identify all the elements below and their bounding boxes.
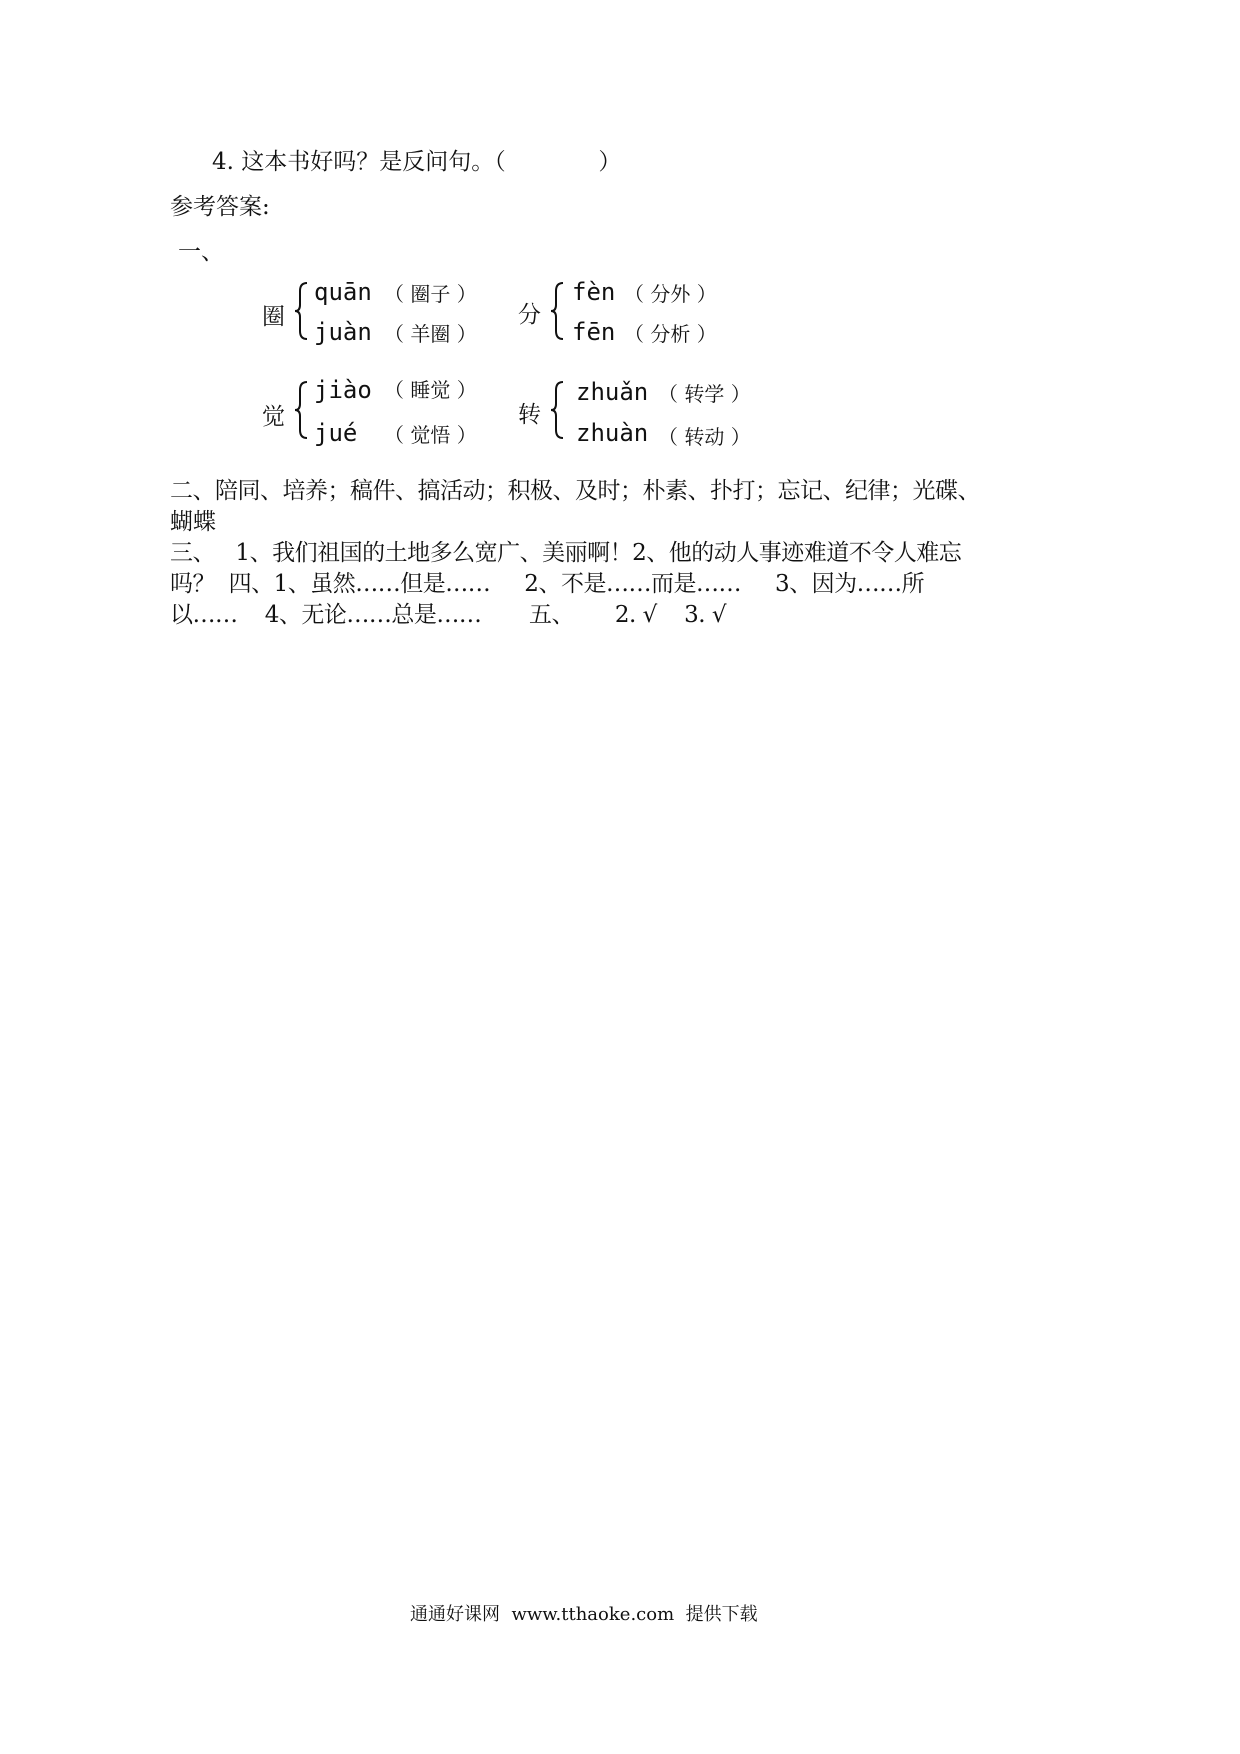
answers-title: 参考答案:	[170, 194, 270, 220]
example-word: （ 羊圈 ）	[384, 322, 477, 346]
section-1-label: 一、	[178, 239, 224, 265]
brace-icon	[550, 380, 566, 440]
section-5-line: 以…… 4、无论……总是…… 五、 2. √ 3. √	[170, 602, 726, 628]
example-word: （ 分析 ）	[624, 322, 717, 346]
group-char: 圈	[262, 304, 285, 330]
pinyin: zhuǎn	[576, 378, 649, 406]
brace-icon	[294, 281, 310, 341]
pinyin: fèn	[572, 278, 616, 306]
question-4-text: 4. 这本书好吗？是反问句。（	[212, 149, 506, 175]
example-word: （ 分外 ）	[624, 282, 717, 306]
pinyin: jué	[314, 419, 358, 447]
example-word: （ 转动 ）	[658, 425, 751, 449]
section-3-line: 三、 1、我们祖国的土地多么宽广、美丽啊！2、他的动人事迹难道不令人难忘	[170, 540, 962, 566]
group-char: 转	[518, 402, 541, 428]
question-4	[212, 143, 621, 176]
pinyin: fēn	[572, 318, 616, 346]
example-word: （ 觉悟 ）	[384, 423, 477, 447]
brace-icon	[550, 281, 566, 341]
pinyin: jiào	[314, 376, 372, 404]
pinyin: quān	[314, 278, 372, 306]
pinyin: juàn	[314, 318, 372, 346]
pinyin: zhuàn	[576, 419, 649, 447]
brace-icon	[294, 380, 310, 440]
example-word: （ 睡觉 ）	[384, 378, 477, 402]
example-word: （ 圈子 ）	[384, 282, 477, 306]
group-char: 觉	[262, 404, 285, 430]
section-4-line: 吗？ 四、1、虽然……但是…… 2、不是……而是…… 3、因为……所	[170, 571, 925, 597]
section-2-line: 蝴蝶	[170, 509, 216, 535]
page-footer: 通通好课网 www.tthaoke.com 提供下载	[410, 1604, 758, 1625]
section-2-line: 二、陪同、培养；稿件、搞活动；积极、及时；朴素、扑打；忘记、纪律；光碟、	[170, 478, 980, 504]
group-char: 分	[518, 302, 541, 328]
example-word: （ 转学 ）	[658, 382, 751, 406]
question-4-close: ）	[598, 149, 622, 175]
